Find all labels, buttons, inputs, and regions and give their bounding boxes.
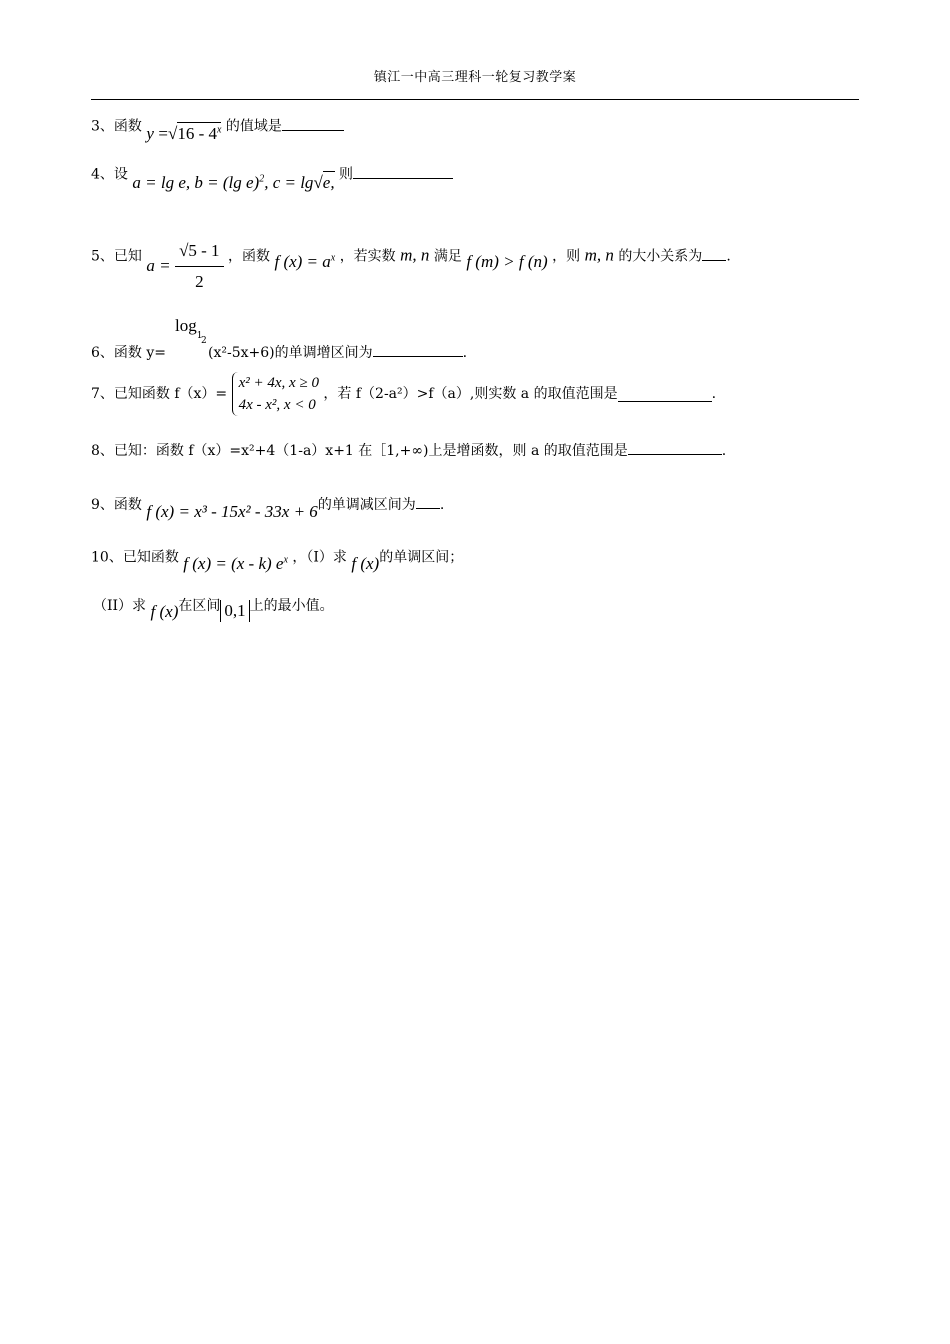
q5-a-eq: a = bbox=[146, 255, 171, 275]
q9-tail: 的单调减区间为 bbox=[317, 497, 416, 513]
q3-answer-blank[interactable] bbox=[282, 116, 344, 131]
question-6-base: 2 bbox=[201, 336, 207, 346]
question-6: 6、函数 y= (x²-5x+6)的单调增区间为 . bbox=[91, 342, 467, 363]
q4-tail: 则 bbox=[339, 166, 354, 183]
q5-answer-blank[interactable] bbox=[702, 246, 726, 261]
q3-eq: = bbox=[158, 123, 168, 143]
q5-fraction: $\frac{√5 - 1}{2}$ bbox=[175, 236, 224, 297]
q4-label: 4、设 bbox=[91, 166, 128, 183]
q6-answer-blank[interactable] bbox=[373, 342, 463, 357]
q10-expr: f (x) = (x - k) $e^x$ bbox=[183, 553, 288, 573]
q3-label: 3、函数 bbox=[91, 118, 142, 135]
q7-case-1: x² + 4x, x ≥ 0 bbox=[238, 375, 319, 391]
q6-expr: (x²-5x+6)的单调增区间为 bbox=[208, 345, 373, 361]
question-6-log: $\log_1$ bbox=[175, 316, 203, 341]
q10b-label: （II）求 bbox=[93, 598, 147, 614]
q5-text-3: 满足 bbox=[433, 248, 462, 265]
q10b-fx: f (x) bbox=[150, 602, 179, 621]
q3-tail: 的值域是 bbox=[225, 118, 282, 135]
question-8: 8、已知：函数 f（x）=x²+4（1-a）x+1 在［1,+∞)上是增函数，则 a 的取值范围是 . bbox=[91, 440, 726, 461]
q7-label: 7、已知函数 f（x）= bbox=[91, 386, 228, 402]
question-5: 5、已知 a = $\frac{√5 - 1}{2}$ ，函数 f $(x) = a^x$ ，若实数 m, n 满足 f (m) > f (n) ，则 m, n 的大小关系为 . bbox=[91, 226, 731, 287]
q5-mn: m, n bbox=[400, 245, 430, 265]
q8-answer-blank[interactable] bbox=[628, 440, 722, 455]
q5-fx: f $(x) = a^x$ bbox=[274, 251, 336, 271]
question-10 bbox=[91, 543, 464, 573]
q3-radicand: 16 - 4$^x$ bbox=[177, 123, 222, 143]
q4-answer-blank[interactable] bbox=[353, 164, 453, 179]
q6-log: log bbox=[175, 316, 197, 335]
q5-text-2: ，若实数 bbox=[339, 248, 396, 265]
q5-inequality: f (m) > f (n) bbox=[466, 251, 548, 271]
q9-label: 9、函数 bbox=[91, 497, 142, 513]
q9-expr: f (x) = x³ - 15x² - 33x + 6 bbox=[146, 502, 318, 521]
q6-label: 6、函数 y= bbox=[91, 345, 166, 361]
q10b-interval: 0,1 bbox=[220, 600, 249, 622]
q5-text-1: ，函数 bbox=[228, 248, 271, 265]
q5-mn-2: m, n bbox=[584, 245, 614, 265]
q7-case-2: 4x - x², x < 0 bbox=[238, 397, 316, 413]
q7-answer-blank[interactable] bbox=[618, 387, 712, 402]
question-10-part-2 bbox=[93, 594, 334, 621]
question-7: 7、已知函数 f（x）= x² + 4x, x ≥ 0 4x - x², x < 0 ，若 f（2-a²）>f（a）,则实数 a 的取值范围是 . bbox=[91, 372, 716, 416]
q9-answer-blank[interactable] bbox=[416, 494, 440, 509]
question-4 bbox=[91, 160, 453, 192]
header-rule bbox=[91, 99, 859, 100]
q7-piecewise bbox=[232, 372, 319, 416]
question-3: 3、函数 y =√16 - 4$^x$ 的值域是 bbox=[91, 112, 344, 137]
q10-text-1: ，（I）求 bbox=[292, 549, 347, 566]
q8-text: 8、已知：函数 f（x）=x²+4（1-a）x+1 在［1,+∞)上是增函数，则 a 的取值范围是 bbox=[91, 443, 628, 459]
q10-text-2: 的单调区间； bbox=[379, 549, 464, 566]
q10b-text-1: 在区间 bbox=[178, 598, 221, 614]
q4-expr: a = lg e, b = (lg e)$^2$, c = lg√e, bbox=[132, 172, 335, 192]
q10b-text-2: 上的最小值。 bbox=[249, 598, 334, 614]
q3-y: y bbox=[146, 123, 154, 143]
header-title: 镇江一中高三理科一轮复习教学案 bbox=[373, 70, 577, 85]
q5-label: 5、已知 bbox=[91, 248, 142, 265]
q10-fx: f (x) bbox=[351, 553, 380, 573]
q5-text-4: ，则 bbox=[552, 248, 581, 265]
q10-label: 10、已知函数 bbox=[91, 549, 179, 566]
question-9: 9、函数 f (x) = x³ - 15x² - 33x + 6的单调减区间为 . bbox=[91, 494, 444, 515]
q5-text-5: 的大小关系为 bbox=[618, 248, 703, 265]
q7-tail: ，若 f（2-a²）>f（a）,则实数 a 的取值范围是 bbox=[323, 386, 618, 402]
